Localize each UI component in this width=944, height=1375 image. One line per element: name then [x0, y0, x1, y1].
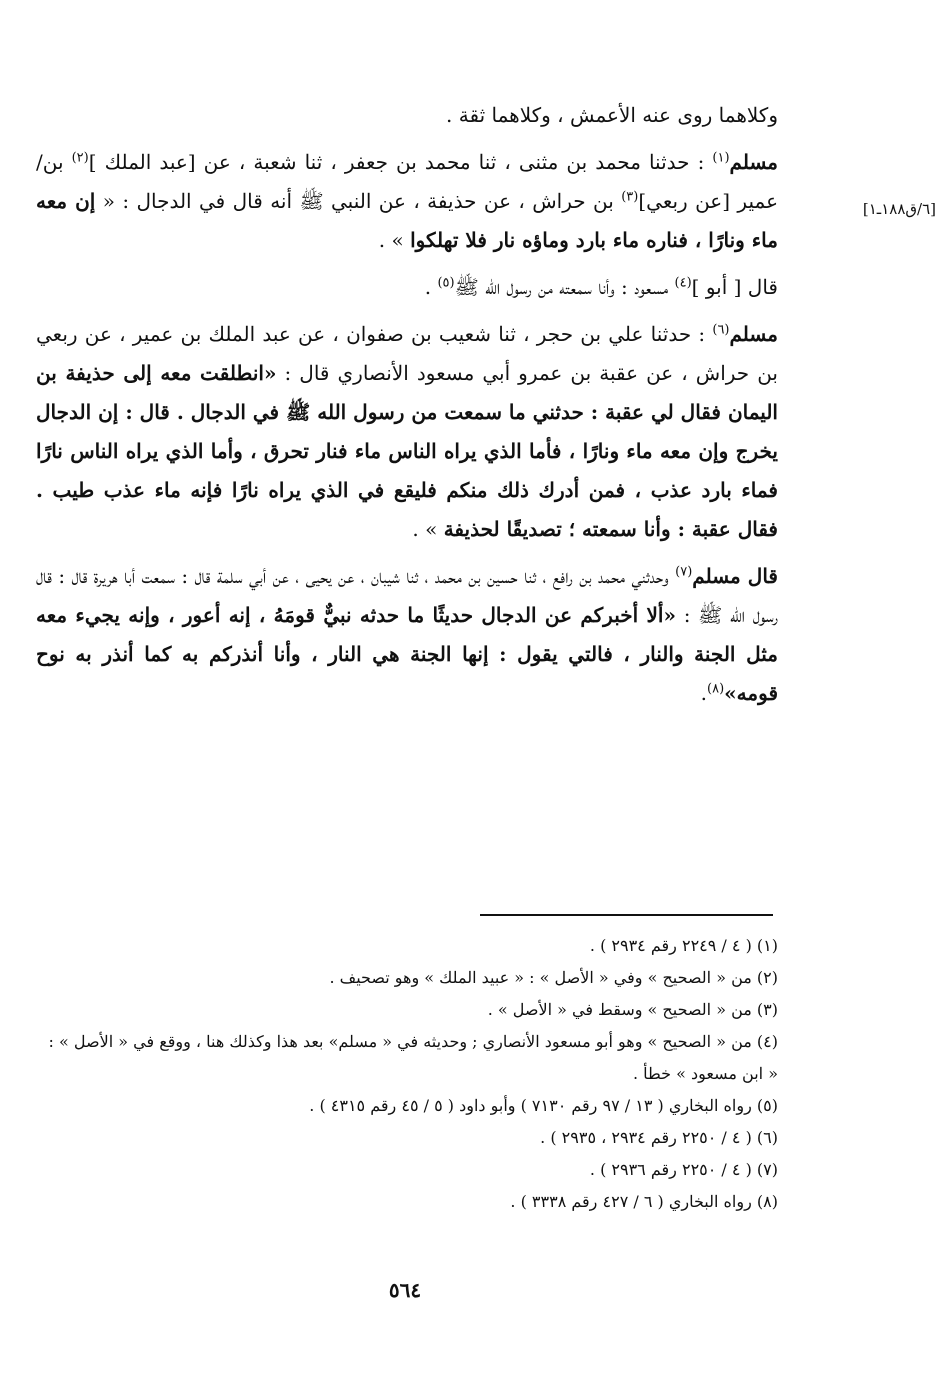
footnote-ref: (٣) — [621, 189, 639, 205]
footnotes — [40, 930, 778, 1218]
footnote: (٤) من « الصحيح » وهو أبو مسعود الأنصاري ; وحديثه في « مسلم» بعد هذا وكذلك هنا ، ووقع في « الأصل » : « ابن مسعود » خطأ . — [48, 1032, 778, 1083]
paragraph-text: بن حراش ، عن حذيفة ، عن النبي ﷺ أنه قال في الدجال : « — [95, 189, 622, 213]
hadith-text: «ألا أخبركم عن الدجال حديثًا ما حدثه نبيٌّ قومَهُ ، إنه أعور ، وإنه يجيء معه مثل الجنة والنار ، فالتي يقول : إنها الجنة هي النار ، وأنا أنذركم به كما أنذر به نوح قومه» — [36, 603, 778, 705]
footnote: (٦) ( ٤ / ٢٢٥٠ رقم ٢٩٣٤ ، ٢٩٣٥ ) . — [540, 1128, 778, 1147]
footnote-ref: (٦) — [712, 322, 730, 338]
footnote-ref: (١) — [712, 150, 730, 166]
paragraph-text: قال [ أبو ] — [691, 275, 778, 299]
footnote-ref: (٥) — [437, 275, 455, 291]
footnote: (٧) ( ٤ / ٢٢٥٠ رقم ٢٩٣٦ ) . — [589, 1160, 778, 1179]
footnote-ref: (٨) — [707, 681, 725, 697]
manuscript-folio-note: [٦/ق١٨٨ـ١] — [862, 200, 936, 218]
footnote-ref: (٧) — [675, 564, 693, 580]
paragraph-text: بن/عمير [عن ربعي] — [36, 150, 779, 213]
footnote-ref: (٢) — [71, 150, 89, 166]
paragraph-end: . — [424, 275, 438, 299]
paragraph-3 — [36, 268, 778, 307]
paragraph-text: وكلاهما روى عنه الأعمش ، وكلاهما ثقة . — [446, 103, 778, 127]
hadith-text: «انطلقت معه إلى حذيفة بن اليمان فقال لي عقبة : حدثني ما سمعت من رسول الله ﷺ في الدجال . قال : إن الدجال يخرج وإن معه ماء ونارًا ، فأما الذي يراه الناس ماء فنار تحرق ، وأما الذي يراه الناس نارًا فماء بارد عذب ، فمن أدرك ذلك منكم فليقع في الذي يراه نارًا فإنه ماء عذب طيب . فقال عقبة : وأنا سمعته ؛ تصديقًا لحذيفة — [36, 361, 778, 541]
narrator-lead: مسلم — [729, 150, 779, 174]
paragraph-end: . — [700, 681, 708, 705]
paragraph-text: : حدثنا علي بن حجر ، ثنا شعيب بن صفوان ، عن عبد الملك بن عمير ، عن ربعي بن حراش ، عن عقبة بن عمرو أبي مسعود الأنصاري قال : — [36, 322, 778, 385]
footnote: (٥) رواه البخاري ( ١٣ / ٩٧ رقم ٧١٣٠ ) وأبو داود ( ٥ / ٤٥ رقم ٤٣١٥ ) . — [309, 1096, 778, 1115]
footnote: (٨) رواه البخاري ( ٦ / ٤٢٧ رقم ٣٣٣٨ ) . — [510, 1192, 778, 1211]
paragraph-text: وحدثني محمد بن رافع ، ثنا حسين بن محمد ، ثنا شيبان ، عن يحيى ، عن أبي سلمة قال : سمعت أبا هريرة قال : قال رسول الله ﷺ : — [36, 564, 778, 627]
footnote-ref: (٤) — [674, 275, 692, 291]
hadith-text: إن معه ماء ونارًا ، فناره ماء بارد وماؤه نار فلا تهلكوا — [36, 189, 778, 252]
footnote-divider — [480, 914, 773, 916]
narrator-lead: قال مسلم — [692, 564, 778, 588]
paragraph-end: » . — [412, 517, 444, 541]
page-number: ٥٦٤ — [388, 1278, 422, 1302]
paragraph-text: مسعود : وأنا سمعته من رسول الله ﷺ — [454, 275, 675, 299]
paragraph-1 — [36, 96, 778, 135]
paragraph-5 — [36, 557, 778, 713]
paragraph-4 — [36, 315, 778, 549]
main-text — [36, 96, 778, 721]
paragraph-text: : حدثنا محمد بن مثنى ، ثنا محمد بن جعفر ، ثنا شعبة ، عن [عبد الملك ] — [88, 150, 713, 174]
paragraph-end: » . — [378, 228, 411, 252]
paragraph-2 — [36, 143, 778, 260]
footnote: (٣) من « الصحيح » وسقط في « الأصل » . — [487, 1000, 778, 1019]
narrator-lead: مسلم — [729, 322, 778, 346]
footnote: (٢) من « الصحيح » وفي « الأصل » : « عبيد الملك » وهو تصحيف . — [329, 968, 778, 987]
footnote: (١) ( ٤ / ٢٢٤٩ رقم ٢٩٣٤ ) . — [589, 936, 778, 955]
